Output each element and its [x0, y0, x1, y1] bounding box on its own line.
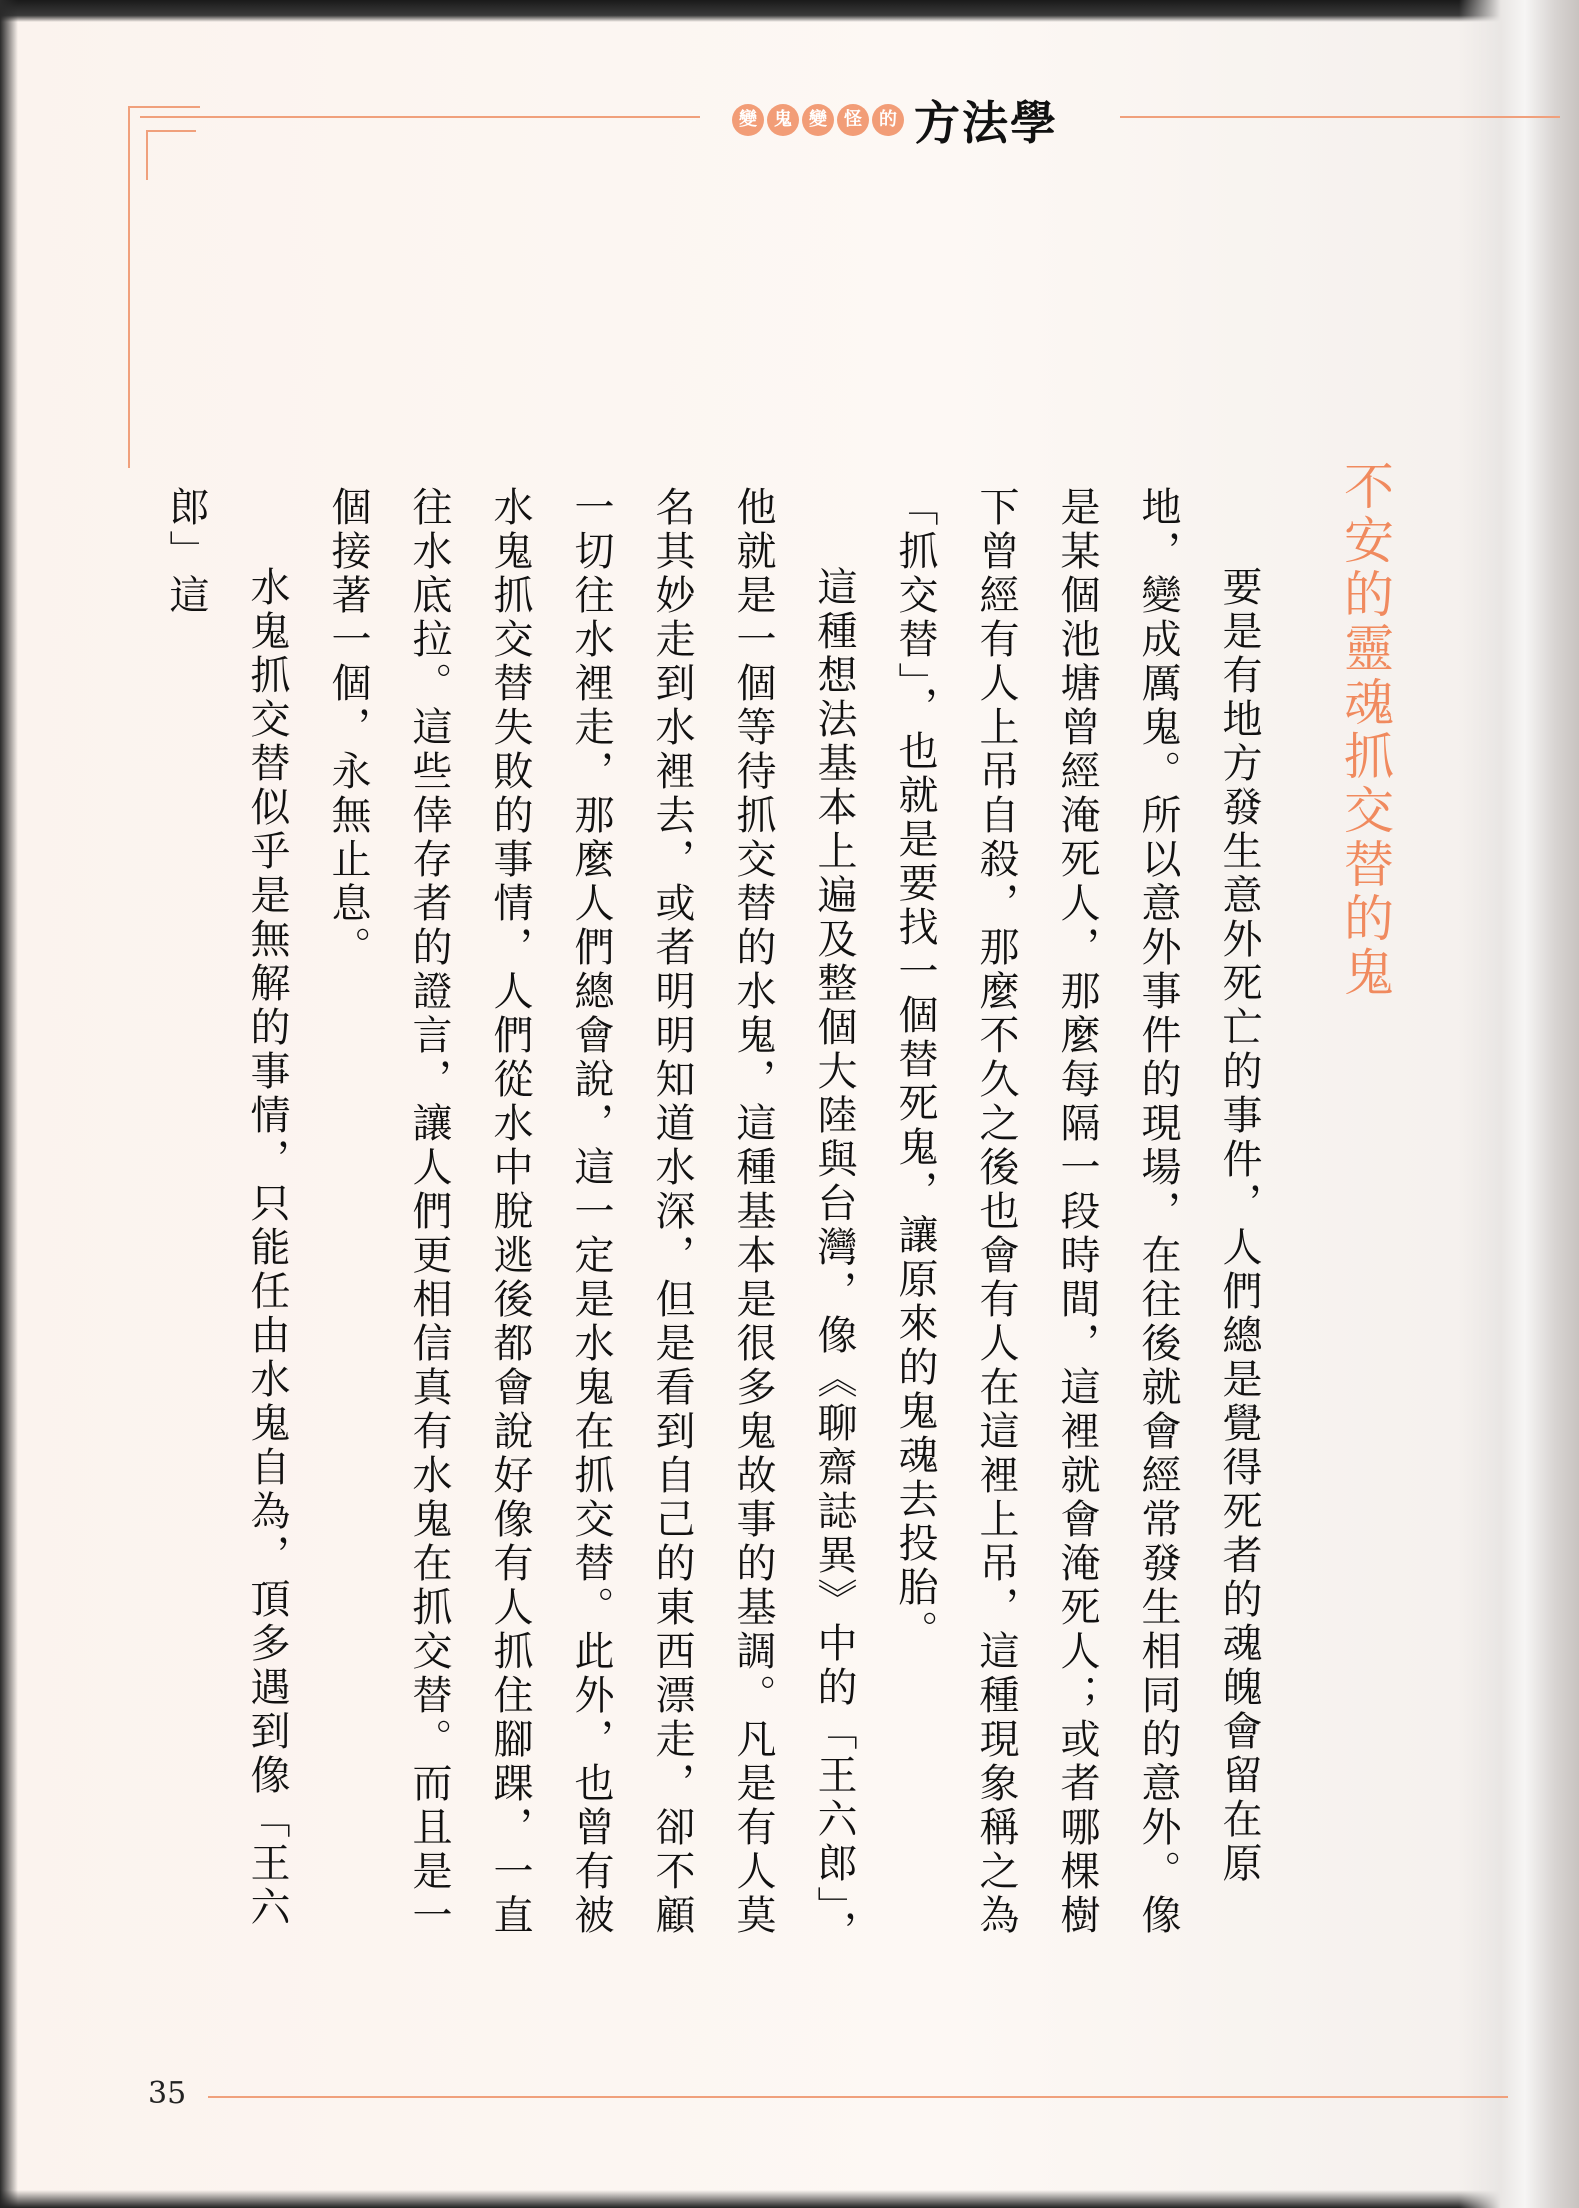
series-title: 方法學	[914, 96, 1058, 150]
header-rule-right	[1120, 116, 1560, 118]
footer-rule	[208, 2096, 1508, 2098]
paragraph: 這種想法基本上遍及整個大陸與台灣，像《聊齋誌異》中的「王六郎」，他就是一個等待抓交替的水鬼，這種基本是很多鬼故事的基調。凡是有人莫名其妙走到水裡去，或者明明知道水深，但是看到自己的東西漂走，卻不顧一切往水裡走，那麼人們總會說，這一定是水鬼在抓交替。此外，也曾有被水鬼抓交替失敗的事情，人們從水中脫逃後都會說好像有人抓住腳踝，一直往水底拉。這些倖存者的證言，讓人們更相信真有水鬼在抓交替。而且是一個接著一個，永無止息。	[325, 486, 857, 1954]
series-badge: 變	[802, 104, 834, 136]
series-badge: 鬼	[767, 104, 799, 136]
series-badge: 的	[872, 104, 904, 136]
series-badges	[732, 104, 904, 136]
series-badge: 變	[732, 104, 764, 136]
series-badge: 怪	[837, 104, 869, 136]
page-number: 35	[148, 2076, 187, 2111]
chapter-title: 不安的靈魂抓交替的鬼	[1336, 460, 1394, 1000]
body-text	[145, 486, 1279, 1966]
scan-edge-top	[0, 0, 1579, 22]
book-binding-shadow	[1459, 0, 1579, 2208]
header-frame-ornament-inner	[146, 130, 196, 180]
header-rule-left	[140, 116, 700, 118]
running-header	[732, 90, 1058, 150]
paragraph: 水鬼抓交替似乎是無解的事情，只能任由水鬼自為，頂多遇到像「王六郎」這	[163, 486, 290, 1930]
scan-edge-bottom	[0, 2190, 1579, 2208]
scan-edge-left	[0, 0, 18, 2208]
paragraph: 要是有地方發生意外死亡的事件，人們總是覺得死者的魂魄會留在原地，變成厲鬼。所以意外事件的現場，在往後就會經常發生相同的意外。像是某個池塘曾經淹死人，那麼每隔一段時間，這裡就會淹死人；或者哪棵樹下曾經有人上吊自殺，那麼不久之後也會有人在這裡上吊，這種現象稱之為「抓交替」，也就是要找一個替死鬼，讓原來的鬼魂去投胎。	[892, 486, 1262, 1938]
